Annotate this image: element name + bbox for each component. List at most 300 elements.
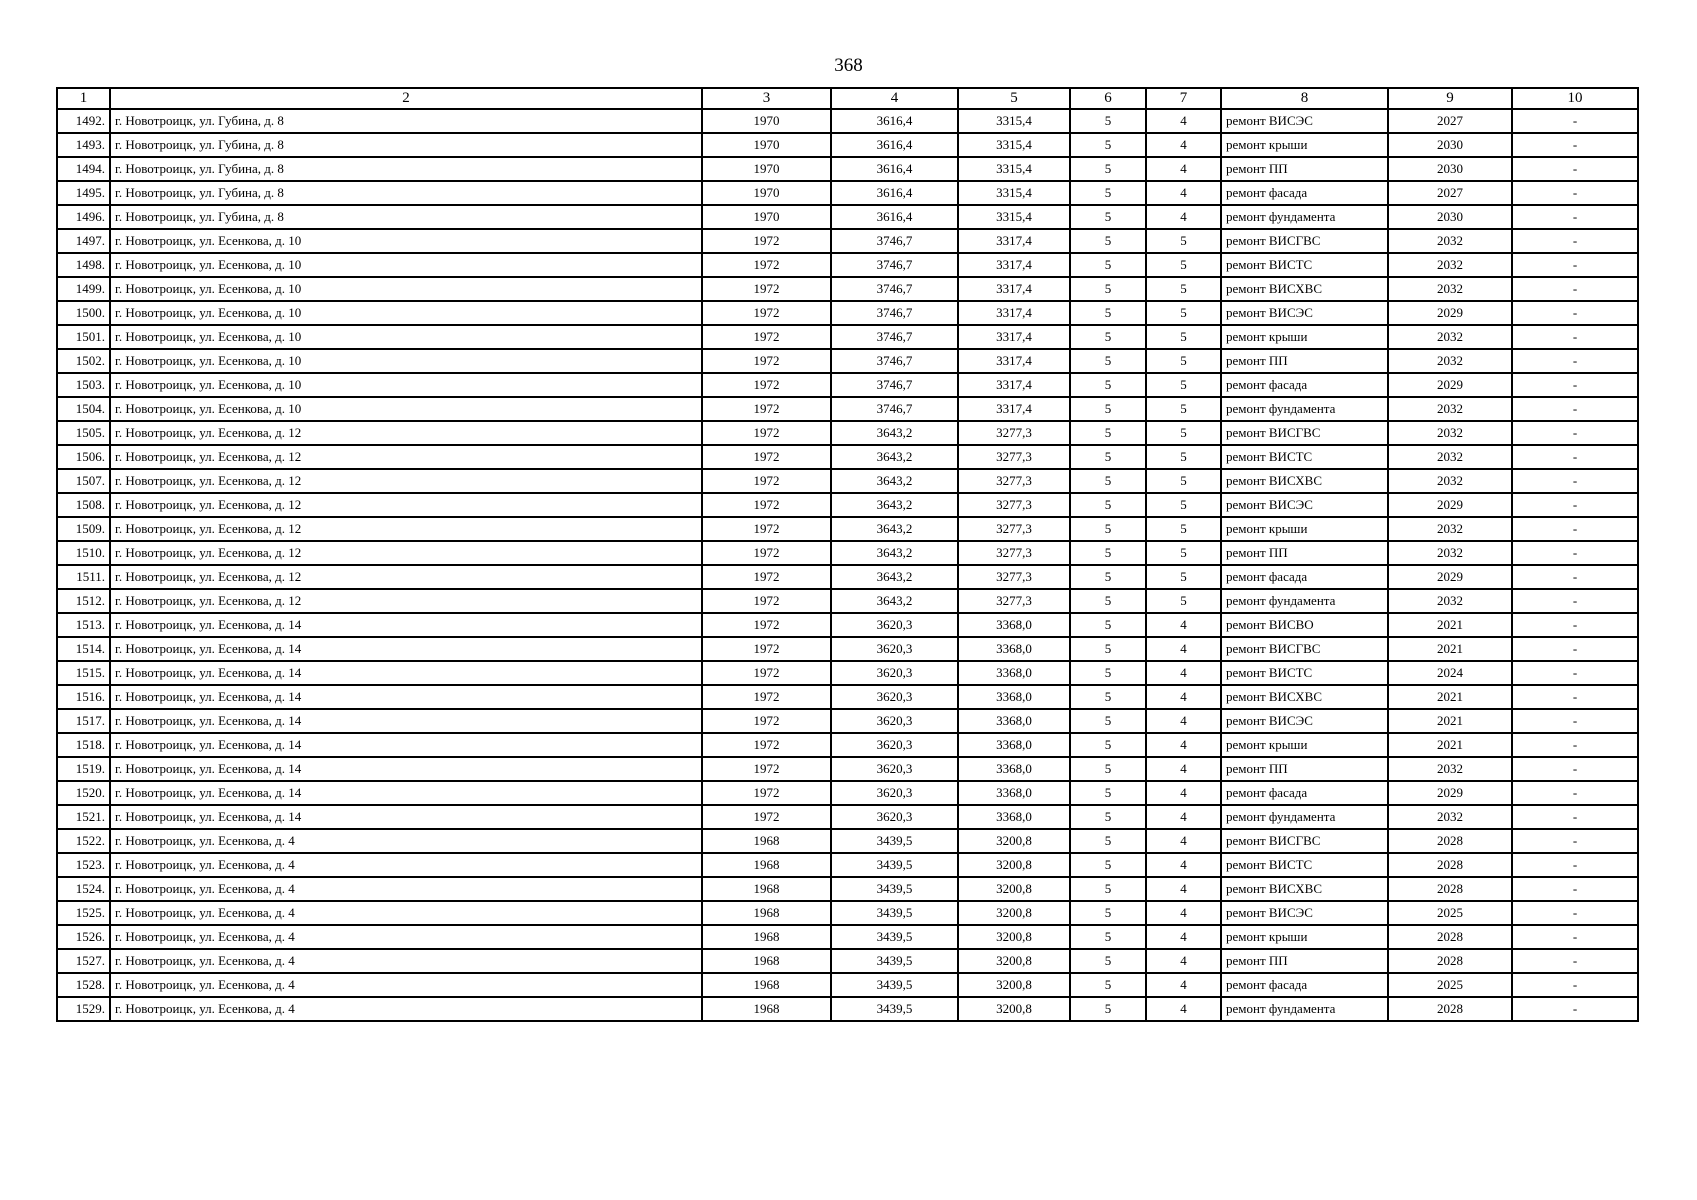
living-area-cell: 3277,3 — [958, 541, 1070, 565]
work-type-cell: ремонт ВИСХВС — [1221, 469, 1388, 493]
planned-year-cell: 2032 — [1388, 229, 1512, 253]
table-row — [57, 181, 1638, 205]
living-area-cell: 3200,8 — [958, 949, 1070, 973]
living-area-cell: 3277,3 — [958, 517, 1070, 541]
note-cell: - — [1512, 877, 1638, 901]
year-cell: 1972 — [702, 565, 831, 589]
floors-cell: 5 — [1070, 589, 1146, 613]
note-cell: - — [1512, 733, 1638, 757]
note-cell: - — [1512, 541, 1638, 565]
table-row — [57, 541, 1638, 565]
planned-year-cell: 2032 — [1388, 445, 1512, 469]
work-type-cell: ремонт ПП — [1221, 541, 1388, 565]
column-header: 2 — [110, 88, 702, 109]
row-number-cell: 1508. — [57, 493, 110, 517]
row-number-cell: 1494. — [57, 157, 110, 181]
work-type-cell: ремонт ПП — [1221, 157, 1388, 181]
note-cell: - — [1512, 157, 1638, 181]
planned-year-cell: 2027 — [1388, 109, 1512, 133]
note-cell: - — [1512, 997, 1638, 1021]
note-cell: - — [1512, 925, 1638, 949]
floors-cell: 5 — [1070, 109, 1146, 133]
note-cell: - — [1512, 109, 1638, 133]
year-cell: 1972 — [702, 805, 831, 829]
table-row — [57, 997, 1638, 1021]
total-area-cell: 3439,5 — [831, 973, 958, 997]
work-type-cell: ремонт ВИСХВС — [1221, 685, 1388, 709]
floors-cell: 5 — [1070, 373, 1146, 397]
row-number-cell: 1529. — [57, 997, 110, 1021]
table-row — [57, 925, 1638, 949]
total-area-cell: 3620,3 — [831, 661, 958, 685]
work-type-cell: ремонт фасада — [1221, 565, 1388, 589]
total-area-cell: 3643,2 — [831, 589, 958, 613]
address-cell: г. Новотроицк, ул. Есенкова, д. 10 — [110, 277, 702, 301]
note-cell: - — [1512, 397, 1638, 421]
table-row — [57, 781, 1638, 805]
table-row — [57, 325, 1638, 349]
year-cell: 1968 — [702, 829, 831, 853]
living-area-cell: 3368,0 — [958, 733, 1070, 757]
floors-cell: 5 — [1070, 613, 1146, 637]
note-cell: - — [1512, 469, 1638, 493]
table-row — [57, 253, 1638, 277]
floors-cell: 5 — [1070, 829, 1146, 853]
work-type-cell: ремонт ВИСТС — [1221, 445, 1388, 469]
work-type-cell: ремонт фундамента — [1221, 397, 1388, 421]
year-cell: 1972 — [702, 517, 831, 541]
entrances-cell: 4 — [1146, 949, 1221, 973]
work-type-cell: ремонт крыши — [1221, 325, 1388, 349]
address-cell: г. Новотроицк, ул. Есенкова, д. 14 — [110, 637, 702, 661]
address-cell: г. Новотроицк, ул. Есенкова, д. 4 — [110, 925, 702, 949]
note-cell: - — [1512, 613, 1638, 637]
total-area-cell: 3620,3 — [831, 709, 958, 733]
row-number-cell: 1492. — [57, 109, 110, 133]
column-header: 4 — [831, 88, 958, 109]
living-area-cell: 3368,0 — [958, 637, 1070, 661]
floors-cell: 5 — [1070, 277, 1146, 301]
row-number-cell: 1505. — [57, 421, 110, 445]
living-area-cell: 3200,8 — [958, 973, 1070, 997]
table-row — [57, 349, 1638, 373]
total-area-cell: 3616,4 — [831, 157, 958, 181]
address-cell: г. Новотроицк, ул. Есенкова, д. 10 — [110, 373, 702, 397]
work-type-cell: ремонт крыши — [1221, 133, 1388, 157]
table-row — [57, 949, 1638, 973]
address-cell: г. Новотроицк, ул. Есенкова, д. 14 — [110, 805, 702, 829]
row-number-cell: 1524. — [57, 877, 110, 901]
row-number-cell: 1511. — [57, 565, 110, 589]
address-cell: г. Новотроицк, ул. Есенкова, д. 14 — [110, 661, 702, 685]
address-cell: г. Новотроицк, ул. Губина, д. 8 — [110, 133, 702, 157]
work-type-cell: ремонт фасада — [1221, 373, 1388, 397]
address-cell: г. Новотроицк, ул. Есенкова, д. 14 — [110, 709, 702, 733]
address-cell: г. Новотроицк, ул. Есенкова, д. 12 — [110, 493, 702, 517]
note-cell: - — [1512, 373, 1638, 397]
total-area-cell: 3439,5 — [831, 853, 958, 877]
total-area-cell: 3746,7 — [831, 373, 958, 397]
address-cell: г. Новотроицк, ул. Есенкова, д. 12 — [110, 517, 702, 541]
year-cell: 1970 — [702, 133, 831, 157]
planned-year-cell: 2032 — [1388, 325, 1512, 349]
entrances-cell: 5 — [1146, 397, 1221, 421]
work-type-cell: ремонт фасада — [1221, 973, 1388, 997]
row-number-cell: 1517. — [57, 709, 110, 733]
planned-year-cell: 2029 — [1388, 373, 1512, 397]
row-number-cell: 1520. — [57, 781, 110, 805]
note-cell: - — [1512, 685, 1638, 709]
year-cell: 1970 — [702, 109, 831, 133]
note-cell: - — [1512, 805, 1638, 829]
address-cell: г. Новотроицк, ул. Губина, д. 8 — [110, 181, 702, 205]
column-header: 7 — [1146, 88, 1221, 109]
note-cell: - — [1512, 901, 1638, 925]
year-cell: 1968 — [702, 901, 831, 925]
entrances-cell: 5 — [1146, 445, 1221, 469]
planned-year-cell: 2030 — [1388, 133, 1512, 157]
total-area-cell: 3643,2 — [831, 517, 958, 541]
address-cell: г. Новотроицк, ул. Есенкова, д. 12 — [110, 421, 702, 445]
living-area-cell: 3315,4 — [958, 109, 1070, 133]
table-row — [57, 277, 1638, 301]
entrances-cell: 4 — [1146, 205, 1221, 229]
note-cell: - — [1512, 637, 1638, 661]
entrances-cell: 4 — [1146, 109, 1221, 133]
living-area-cell: 3200,8 — [958, 925, 1070, 949]
planned-year-cell: 2027 — [1388, 181, 1512, 205]
year-cell: 1972 — [702, 397, 831, 421]
floors-cell: 5 — [1070, 757, 1146, 781]
floors-cell: 5 — [1070, 637, 1146, 661]
address-cell: г. Новотроицк, ул. Есенкова, д. 12 — [110, 589, 702, 613]
floors-cell: 5 — [1070, 901, 1146, 925]
work-type-cell: ремонт ПП — [1221, 349, 1388, 373]
planned-year-cell: 2032 — [1388, 349, 1512, 373]
work-type-cell: ремонт крыши — [1221, 925, 1388, 949]
address-cell: г. Новотроицк, ул. Есенкова, д. 10 — [110, 325, 702, 349]
living-area-cell: 3200,8 — [958, 901, 1070, 925]
address-cell: г. Новотроицк, ул. Губина, д. 8 — [110, 205, 702, 229]
year-cell: 1972 — [702, 421, 831, 445]
address-cell: г. Новотроицк, ул. Есенкова, д. 4 — [110, 853, 702, 877]
floors-cell: 5 — [1070, 397, 1146, 421]
floors-cell: 5 — [1070, 877, 1146, 901]
work-type-cell: ремонт крыши — [1221, 733, 1388, 757]
note-cell: - — [1512, 829, 1638, 853]
planned-year-cell: 2028 — [1388, 829, 1512, 853]
entrances-cell: 5 — [1146, 565, 1221, 589]
note-cell: - — [1512, 301, 1638, 325]
living-area-cell: 3315,4 — [958, 181, 1070, 205]
address-cell: г. Новотроицк, ул. Есенкова, д. 14 — [110, 781, 702, 805]
planned-year-cell: 2028 — [1388, 925, 1512, 949]
year-cell: 1970 — [702, 157, 831, 181]
row-number-cell: 1507. — [57, 469, 110, 493]
row-number-cell: 1528. — [57, 973, 110, 997]
note-cell: - — [1512, 709, 1638, 733]
note-cell: - — [1512, 517, 1638, 541]
total-area-cell: 3746,7 — [831, 349, 958, 373]
table-row — [57, 829, 1638, 853]
floors-cell: 5 — [1070, 469, 1146, 493]
work-type-cell: ремонт ВИСТС — [1221, 253, 1388, 277]
floors-cell: 5 — [1070, 949, 1146, 973]
note-cell: - — [1512, 757, 1638, 781]
table-row — [57, 805, 1638, 829]
address-cell: г. Новотроицк, ул. Губина, д. 8 — [110, 109, 702, 133]
year-cell: 1968 — [702, 853, 831, 877]
year-cell: 1972 — [702, 637, 831, 661]
total-area-cell: 3643,2 — [831, 493, 958, 517]
entrances-cell: 5 — [1146, 253, 1221, 277]
year-cell: 1968 — [702, 997, 831, 1021]
work-type-cell: ремонт фундамента — [1221, 805, 1388, 829]
table-row — [57, 757, 1638, 781]
total-area-cell: 3616,4 — [831, 181, 958, 205]
entrances-cell: 4 — [1146, 181, 1221, 205]
planned-year-cell: 2021 — [1388, 709, 1512, 733]
table-row — [57, 469, 1638, 493]
floors-cell: 5 — [1070, 541, 1146, 565]
planned-year-cell: 2030 — [1388, 157, 1512, 181]
year-cell: 1968 — [702, 877, 831, 901]
planned-year-cell: 2032 — [1388, 757, 1512, 781]
living-area-cell: 3317,4 — [958, 277, 1070, 301]
floors-cell: 5 — [1070, 493, 1146, 517]
address-cell: г. Новотроицк, ул. Есенкова, д. 14 — [110, 757, 702, 781]
entrances-cell: 4 — [1146, 877, 1221, 901]
table-row — [57, 229, 1638, 253]
row-number-cell: 1514. — [57, 637, 110, 661]
row-number-cell: 1516. — [57, 685, 110, 709]
entrances-cell: 4 — [1146, 829, 1221, 853]
row-number-cell: 1504. — [57, 397, 110, 421]
entrances-cell: 5 — [1146, 541, 1221, 565]
row-number-cell: 1523. — [57, 853, 110, 877]
floors-cell: 5 — [1070, 229, 1146, 253]
entrances-cell: 4 — [1146, 661, 1221, 685]
address-cell: г. Новотроицк, ул. Есенкова, д. 4 — [110, 901, 702, 925]
table-row — [57, 157, 1638, 181]
year-cell: 1972 — [702, 229, 831, 253]
note-cell: - — [1512, 493, 1638, 517]
total-area-cell: 3746,7 — [831, 325, 958, 349]
living-area-cell: 3368,0 — [958, 685, 1070, 709]
work-type-cell: ремонт ВИСХВС — [1221, 277, 1388, 301]
page-number: 368 — [834, 55, 863, 76]
floors-cell: 5 — [1070, 349, 1146, 373]
address-cell: г. Новотроицк, ул. Есенкова, д. 10 — [110, 253, 702, 277]
total-area-cell: 3439,5 — [831, 877, 958, 901]
planned-year-cell: 2025 — [1388, 901, 1512, 925]
living-area-cell: 3315,4 — [958, 157, 1070, 181]
row-number-cell: 1526. — [57, 925, 110, 949]
address-cell: г. Новотроицк, ул. Есенкова, д. 4 — [110, 949, 702, 973]
row-number-cell: 1496. — [57, 205, 110, 229]
entrances-cell: 5 — [1146, 493, 1221, 517]
planned-year-cell: 2032 — [1388, 805, 1512, 829]
table-row — [57, 421, 1638, 445]
total-area-cell: 3620,3 — [831, 685, 958, 709]
column-header: 5 — [958, 88, 1070, 109]
year-cell: 1972 — [702, 469, 831, 493]
note-cell: - — [1512, 181, 1638, 205]
planned-year-cell: 2028 — [1388, 853, 1512, 877]
entrances-cell: 4 — [1146, 613, 1221, 637]
row-number-cell: 1521. — [57, 805, 110, 829]
planned-year-cell: 2032 — [1388, 397, 1512, 421]
year-cell: 1972 — [702, 685, 831, 709]
planned-year-cell: 2030 — [1388, 205, 1512, 229]
table-row — [57, 589, 1638, 613]
planned-year-cell: 2032 — [1388, 277, 1512, 301]
living-area-cell: 3200,8 — [958, 829, 1070, 853]
address-cell: г. Новотроицк, ул. Есенкова, д. 14 — [110, 613, 702, 637]
planned-year-cell: 2032 — [1388, 541, 1512, 565]
table-row — [57, 637, 1638, 661]
living-area-cell: 3200,8 — [958, 877, 1070, 901]
row-number-cell: 1503. — [57, 373, 110, 397]
note-cell: - — [1512, 277, 1638, 301]
row-number-cell: 1509. — [57, 517, 110, 541]
planned-year-cell: 2032 — [1388, 253, 1512, 277]
address-cell: г. Новотроицк, ул. Губина, д. 8 — [110, 157, 702, 181]
total-area-cell: 3439,5 — [831, 925, 958, 949]
row-number-cell: 1502. — [57, 349, 110, 373]
entrances-cell: 5 — [1146, 373, 1221, 397]
total-area-cell: 3643,2 — [831, 469, 958, 493]
planned-year-cell: 2025 — [1388, 973, 1512, 997]
planned-year-cell: 2021 — [1388, 733, 1512, 757]
row-number-cell: 1495. — [57, 181, 110, 205]
address-cell: г. Новотроицк, ул. Есенкова, д. 14 — [110, 685, 702, 709]
address-cell: г. Новотроицк, ул. Есенкова, д. 4 — [110, 973, 702, 997]
entrances-cell: 4 — [1146, 973, 1221, 997]
year-cell: 1972 — [702, 493, 831, 517]
living-area-cell: 3315,4 — [958, 205, 1070, 229]
planned-year-cell: 2028 — [1388, 877, 1512, 901]
entrances-cell: 5 — [1146, 469, 1221, 493]
entrances-cell: 5 — [1146, 517, 1221, 541]
living-area-cell: 3368,0 — [958, 661, 1070, 685]
living-area-cell: 3200,8 — [958, 997, 1070, 1021]
work-type-cell: ремонт ВИСГВС — [1221, 229, 1388, 253]
table-row — [57, 853, 1638, 877]
year-cell: 1972 — [702, 373, 831, 397]
work-type-cell: ремонт ВИСВО — [1221, 613, 1388, 637]
floors-cell: 5 — [1070, 805, 1146, 829]
year-cell: 1972 — [702, 325, 831, 349]
note-cell: - — [1512, 661, 1638, 685]
planned-year-cell: 2024 — [1388, 661, 1512, 685]
address-cell: г. Новотроицк, ул. Есенкова, д. 10 — [110, 397, 702, 421]
living-area-cell: 3368,0 — [958, 757, 1070, 781]
floors-cell: 5 — [1070, 181, 1146, 205]
entrances-cell: 5 — [1146, 589, 1221, 613]
floors-cell: 5 — [1070, 925, 1146, 949]
column-header: 1 — [57, 88, 110, 109]
year-cell: 1972 — [702, 301, 831, 325]
total-area-cell: 3616,4 — [831, 205, 958, 229]
entrances-cell: 4 — [1146, 157, 1221, 181]
year-cell: 1972 — [702, 589, 831, 613]
work-type-cell: ремонт ВИСГВС — [1221, 829, 1388, 853]
row-number-cell: 1510. — [57, 541, 110, 565]
table-row — [57, 493, 1638, 517]
row-number-cell: 1522. — [57, 829, 110, 853]
living-area-cell: 3368,0 — [958, 709, 1070, 733]
planned-year-cell: 2032 — [1388, 517, 1512, 541]
entrances-cell: 5 — [1146, 229, 1221, 253]
floors-cell: 5 — [1070, 445, 1146, 469]
note-cell: - — [1512, 445, 1638, 469]
total-area-cell: 3746,7 — [831, 277, 958, 301]
table-row — [57, 685, 1638, 709]
work-type-cell: ремонт ВИСЭС — [1221, 493, 1388, 517]
planned-year-cell: 2032 — [1388, 421, 1512, 445]
address-cell: г. Новотроицк, ул. Есенкова, д. 12 — [110, 565, 702, 589]
living-area-cell: 3315,4 — [958, 133, 1070, 157]
floors-cell: 5 — [1070, 853, 1146, 877]
note-cell: - — [1512, 853, 1638, 877]
total-area-cell: 3439,5 — [831, 901, 958, 925]
note-cell: - — [1512, 565, 1638, 589]
year-cell: 1970 — [702, 205, 831, 229]
year-cell: 1970 — [702, 181, 831, 205]
floors-cell: 5 — [1070, 157, 1146, 181]
year-cell: 1972 — [702, 445, 831, 469]
floors-cell: 5 — [1070, 733, 1146, 757]
year-cell: 1972 — [702, 253, 831, 277]
planned-year-cell: 2028 — [1388, 949, 1512, 973]
entrances-cell: 5 — [1146, 349, 1221, 373]
work-type-cell: ремонт фундамента — [1221, 205, 1388, 229]
table-row — [57, 613, 1638, 637]
entrances-cell: 4 — [1146, 853, 1221, 877]
entrances-cell: 5 — [1146, 277, 1221, 301]
table-row — [57, 565, 1638, 589]
planned-year-cell: 2029 — [1388, 565, 1512, 589]
row-number-cell: 1500. — [57, 301, 110, 325]
total-area-cell: 3746,7 — [831, 253, 958, 277]
total-area-cell: 3620,3 — [831, 805, 958, 829]
table-row — [57, 517, 1638, 541]
entrances-cell: 4 — [1146, 805, 1221, 829]
table-row — [57, 709, 1638, 733]
total-area-cell: 3746,7 — [831, 397, 958, 421]
row-number-cell: 1498. — [57, 253, 110, 277]
work-type-cell: ремонт ВИСЭС — [1221, 301, 1388, 325]
entrances-cell: 4 — [1146, 637, 1221, 661]
year-cell: 1972 — [702, 733, 831, 757]
address-cell: г. Новотроицк, ул. Есенкова, д. 4 — [110, 997, 702, 1021]
note-cell: - — [1512, 589, 1638, 613]
address-cell: г. Новотроицк, ул. Есенкова, д. 4 — [110, 877, 702, 901]
entrances-cell: 4 — [1146, 757, 1221, 781]
entrances-cell: 4 — [1146, 133, 1221, 157]
year-cell: 1968 — [702, 973, 831, 997]
total-area-cell: 3643,2 — [831, 421, 958, 445]
year-cell: 1972 — [702, 349, 831, 373]
total-area-cell: 3643,2 — [831, 565, 958, 589]
table-header-row — [57, 88, 1638, 109]
living-area-cell: 3368,0 — [958, 613, 1070, 637]
table-row — [57, 733, 1638, 757]
total-area-cell: 3620,3 — [831, 757, 958, 781]
year-cell: 1972 — [702, 541, 831, 565]
note-cell: - — [1512, 253, 1638, 277]
